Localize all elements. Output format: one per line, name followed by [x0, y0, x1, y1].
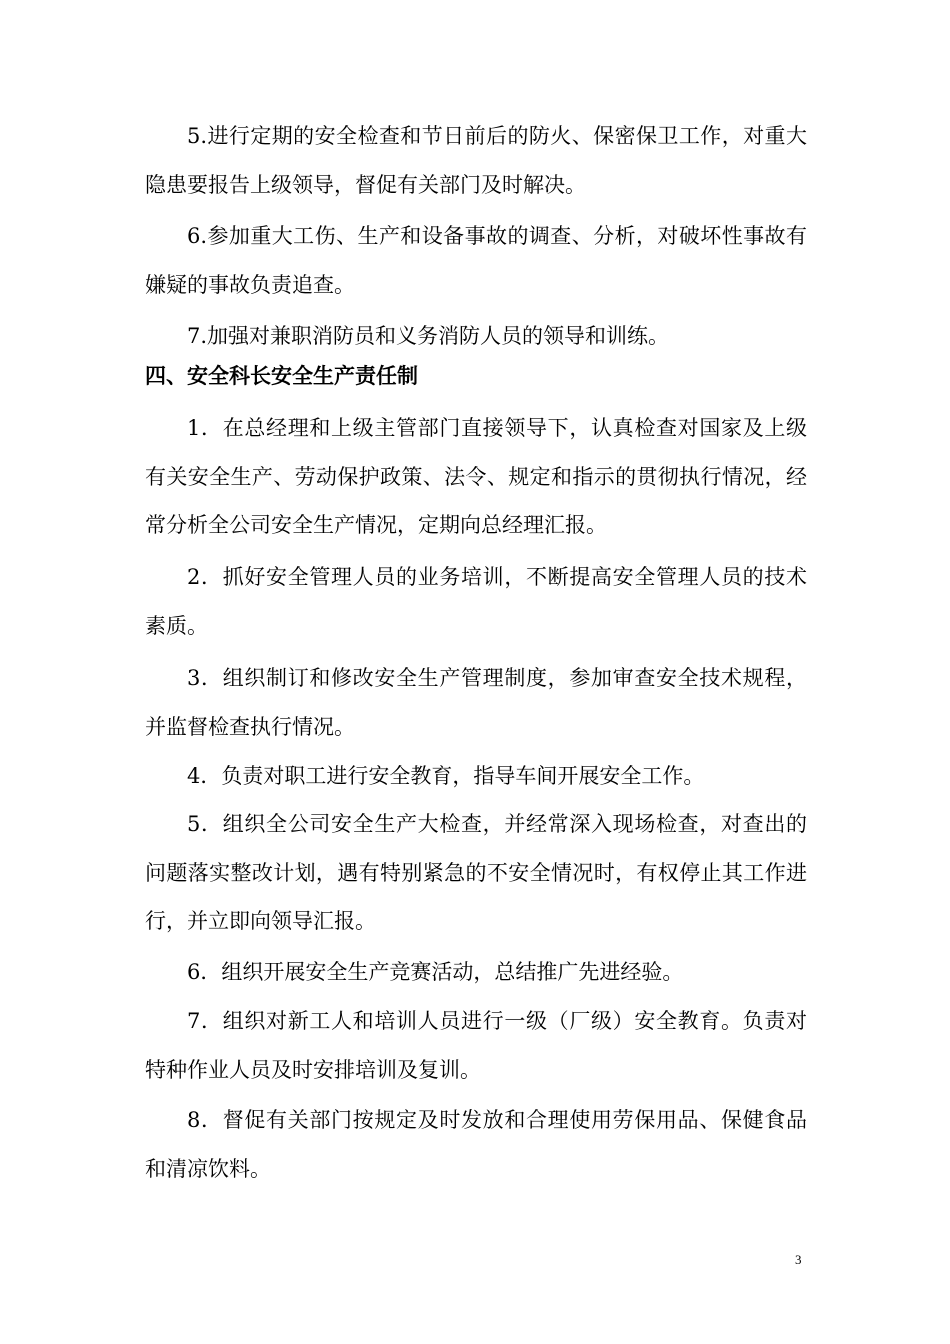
- page-number: 3: [795, 1252, 802, 1267]
- paragraph-item-4: 4．负责对职工进行安全教育，指导车间开展安全工作。: [187, 764, 705, 788]
- paragraph-item-7: 7．组织对新工人和培训人员进行一级（厂级）安全教育。负责对特种作业人员及时安排培训及复训。: [145, 1009, 807, 1082]
- paragraph-prev-item-6: 6.参加重大工伤、生产和设备事故的调查、分析，对破坏性事故有嫌疑的事故负责追查。: [145, 224, 807, 297]
- paragraph-prev-item-5: 5.进行定期的安全检查和节日前后的防火、保密保卫工作，对重大隐患要报告上级领导，督促有关部门及时解决。: [145, 124, 807, 197]
- paragraph-prev-item-7: 7.加强对兼职消防员和义务消防人员的领导和训练。: [187, 324, 670, 348]
- paragraph-item-6: 6．组织开展安全生产竞赛活动，总结推广先进经验。: [187, 960, 684, 984]
- paragraph-item-8: 8．督促有关部门按规定及时发放和合理使用劳保用品、保健食品和清凉饮料。: [145, 1108, 807, 1181]
- paragraph-item-2: 2．抓好安全管理人员的业务培训，不断提高安全管理人员的技术素质。: [145, 565, 807, 638]
- paragraph-item-5: 5．组织全公司安全生产大检查，并经常深入现场检查，对查出的问题落实整改计划，遇有特别紧急的不安全情况时，有权停止其工作进行，并立即向领导汇报。: [145, 812, 807, 933]
- paragraph-item-1: 1．在总经理和上级主管部门直接领导下，认真检查对国家及上级有关安全生产、劳动保护政策、法令、规定和指示的贯彻执行情况，经常分析全公司安全生产情况，定期向总经理汇报。: [145, 416, 807, 537]
- section-heading: 四、安全科长安全生产责任制: [145, 363, 418, 388]
- paragraph-item-3: 3．组织制订和修改安全生产管理制度，参加审查安全技术规程，并监督检查执行情况。: [145, 666, 807, 739]
